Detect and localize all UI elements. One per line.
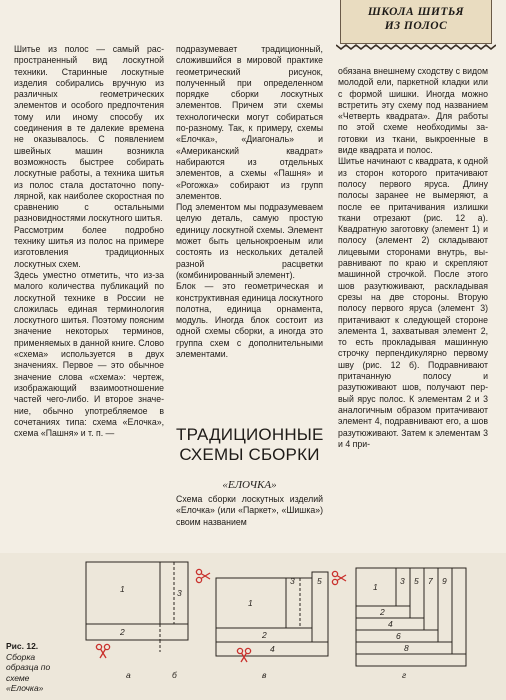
section-subtitle: «ЕЛОЧКА» [222,479,277,491]
diagram-g-number-1: 1 [373,582,378,592]
paragraph: Шитье начинают с квадрата, к одной из сторон которого притачивают полосу первого яруса. Длину полосы заранее не вымеряют, а после ее притачивания излишки ткани отрезают (рис. 12 а). Квадратную заготовку (элемент 1) и полосу (элемент 2) складывают лицевыми сторонами внутрь, выравнивают по краю и скрепляют машинной строчкой. После этого шов разутюживают, раскладывая срезы на две стороны. Вторую полосу первого яруса (элемент 3) притачивают к следующей стороне элемента 1, захватывая элемент 2, то есть прокладывая машинную строчку перпендикулярно первому шву (рис. 12 б). Подравнивают притачанную полосу и разутюживают шов, получают первый ярус полос. К элементам 2 и 3 аналогичным образом притачивают элемент 4, подравнивают его, а шов разутюживают. Затем к элементам 3 и 4 при- [338,156,488,449]
header-line-1: ШКОЛА ШИТЬЯ [367,6,465,18]
diagram-g-number-2: 2 [380,607,385,617]
paragraph: Здесь уместно отметить, что из-за малого количества публикаций по лоскутной технике в России не сложилась единая терминология лоскутного шитья. Поэтому поясним значение некоторых терминов, применяемых в данной книге. Слово «схема» используется в двух значениях. Первое — это обычное значение слова «схема»: чертеж, изображающий взаимоотношение частей чего-либо. И второе значение, обычно употребляемое в сочетаниях типа: схема «Елочка», схема «Пашня» и т. п. — [14,269,164,439]
diagram-g-number-4: 4 [388,619,393,629]
diagram-v-number-1: 1 [248,598,253,608]
diagram-a-label: а [126,670,131,680]
diagram-g-number-7: 7 [428,576,433,586]
figure-caption-title: Рис. 12. [6,641,39,651]
diagram-b-number-3: 3 [177,588,182,598]
header-line-2: ИЗ ПОЛОС [384,20,448,32]
diagram-v-number-4: 4 [270,644,275,654]
diagram-a-number-2: 2 [120,627,125,637]
paragraph: Шитье из полос — самый распространенный вид лоскутной техники. Старинные лоскутные изделия собирались вручную из различных геометрических элементов и особого предпочтения тому или иному способу их соединения в те далекие времена не оказывалось. С появлением швейных машин возникла возможность быстрее собирать лоскутные работы, а техника шитья из полос стала достаточно популярной, как наиболее скоростная по сравнению с остальными разновидностями лоскутного шитья. [14,44,164,224]
diagram-b-label: б [172,670,177,680]
text-column-1 [14,44,164,439]
text-column-2-continued [176,494,323,528]
paragraph: Под элементом мы подразумеваем целую деталь, самую простую единицу лоскутной схемы. Элемент может быть цельнокроеным или состоять из нескольких деталей разной расцветки (комбинированный элемент). [176,202,323,280]
diagram-g-number-3: 3 [400,576,405,586]
paragraph: Блок — это геометрическая и конструктивная единица лоскутного полотна, единица орнамента, модуль. Иногда блок состоит из одной схемы сборки, а иногда это группа схем с дополнительными элементами. [176,281,323,360]
paragraph: Схема сборки лоскутных изделий «Елочка» (или «Паркет», «Шишка») своим названием [176,494,323,527]
paragraph: подразумевает традиционный, сложившийся в мировой практике геометрический рисунок, полученный при определенном порядке сборки лоскутных элементов. Причем эти схемы технологически могут собираться по-разному. Так, к примеру, схемы «Елочка», «Диагональ» и «Американский квадрат» набираются из отдельных элементов, а схемы «Пашня» и «Рогожка» собирают из групп элементов. [176,44,323,201]
figure-caption-text: Сборка образца по схеме «Елочка» [6,651,51,693]
diagram-a-number-1: 1 [120,584,125,594]
paragraph: Рассмотрим более подробно технику шитья из полос на примере изготовления традиционных лоскутных схем. [14,224,164,269]
figure-12-diagram [0,553,506,700]
diagram-v-number-2: 2 [262,630,267,640]
text-column-2 [176,44,323,360]
section-title-line-2: СХЕМЫ СБОРКИ [179,445,320,464]
section-title-line-1: ТРАДИЦИОННЫЕ [176,425,324,444]
diagram-g-number-9: 9 [442,576,447,586]
diagram-g-number-5: 5 [414,576,419,586]
diagram-v-number-5: 5 [317,576,322,586]
diagram-g-number-8: 8 [404,643,409,653]
diagram-g-number-6: 6 [396,631,401,641]
diagram-v-number-3: 3 [290,576,295,586]
header-zigzag-border [336,43,496,51]
text-column-3 [338,66,488,450]
diagram-v-label: в [262,670,267,680]
figure-caption [6,641,58,694]
diagram-g-label: г [402,670,407,680]
section-header-badge [340,0,492,44]
paragraph: обязана внешнему сходству с видом молодой ели, паркетной кладки или с формой шишки. Иногда можно встретить эту схему под названием «Четверть квадрата». Для работы по этой схеме необходимы заготовки из ткани, выкроенные в виде квадрата и полос. [338,66,488,156]
section-title [176,425,323,465]
